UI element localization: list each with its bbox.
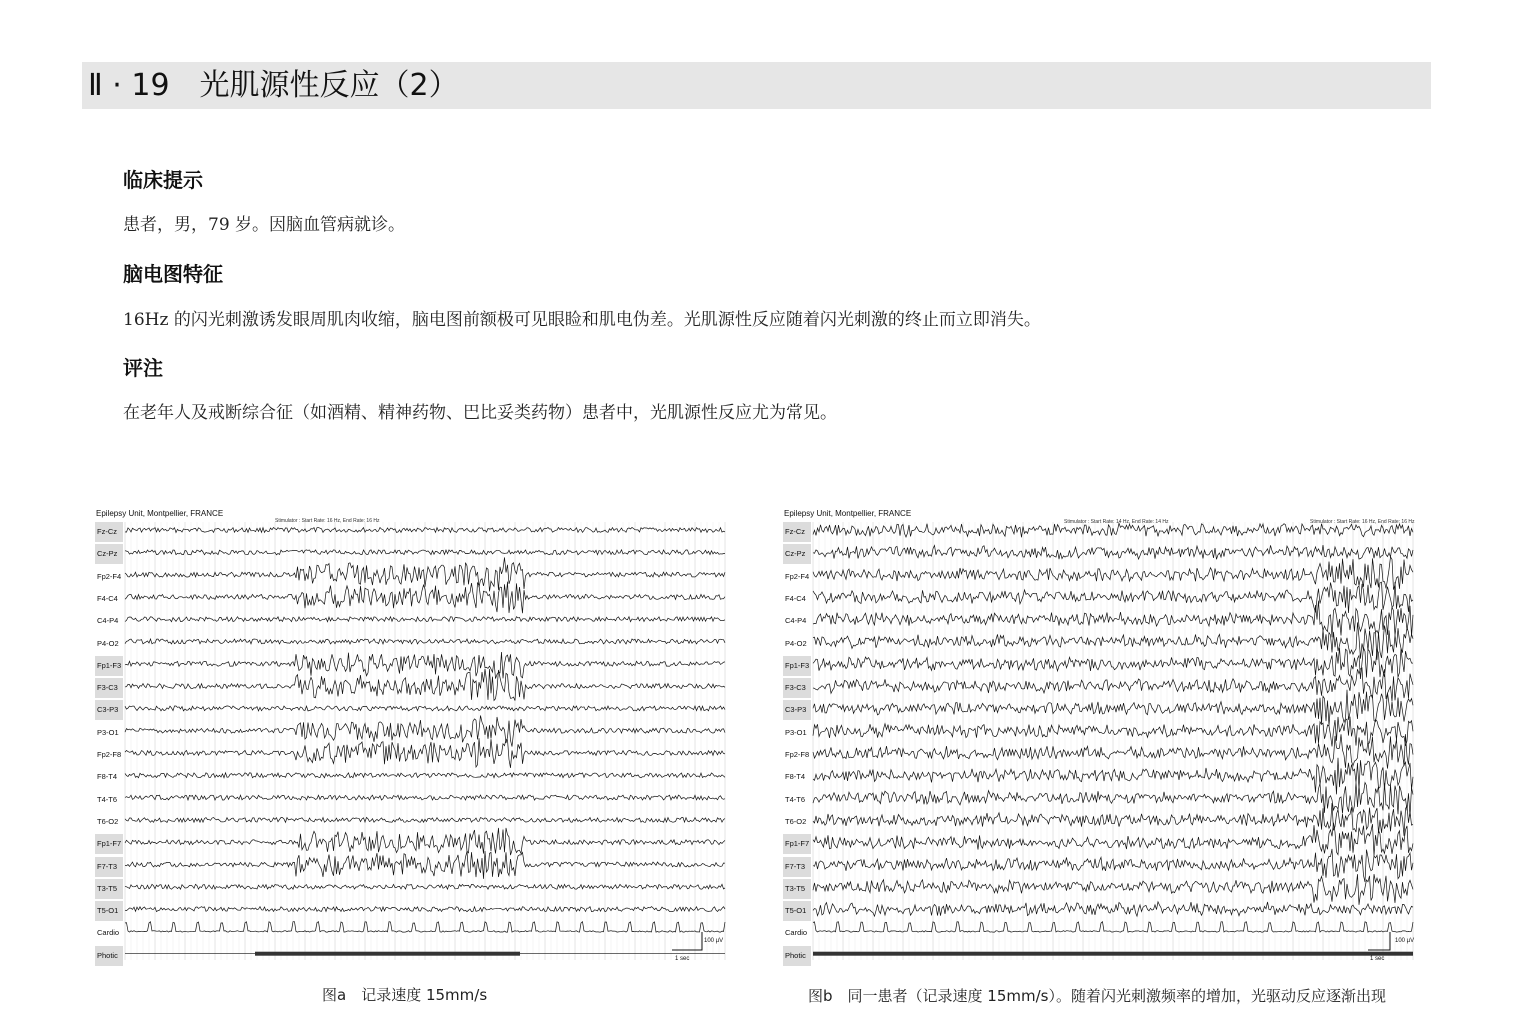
- figure-b-caption: 图b 同一患者（记录速度 15mm/s）。随着闪光刺激频率的增加，光驱动反应逐渐出现: [808, 987, 1386, 1005]
- channel-label: T3-T5: [95, 879, 123, 899]
- stimulator-text-b-2: Stimulator : Start Rate: 16 Hz, End Rate: 16 Hz: [1310, 519, 1415, 525]
- channel-label: Photic: [783, 946, 811, 966]
- channel-label: C3-P3: [95, 700, 123, 720]
- channel-label: Fp1-F7: [783, 834, 811, 854]
- channel-label: F4-C4: [97, 593, 118, 603]
- channel-label: F3-C3: [95, 678, 123, 698]
- channel-label: T6-O2: [97, 816, 119, 826]
- section-text-clinical: 患者，男，79 岁。因脑血管病就诊。: [123, 215, 406, 235]
- channel-label: T4-T6: [785, 794, 806, 804]
- section-heading-comment: 评注: [123, 356, 163, 380]
- channel-label: T3-T5: [783, 879, 811, 899]
- channel-label: P4-O2: [97, 638, 119, 648]
- section-text-eeg: 16Hz 的闪光刺激诱发眼周肌肉收缩，脑电图前额极可见眼睑和肌电伪差。光肌源性反应随着闪光刺激的终止而立即消失。: [123, 310, 1041, 330]
- stimulator-text-b-1: Stimulator : Start Rate: 14 Hz, End Rate: 14 Hz: [1064, 519, 1169, 525]
- figure-a-header: Epilepsy Unit, Montpellier, FRANCE: [96, 509, 224, 518]
- channel-labels-b: [783, 522, 811, 966]
- channel-label: Fp1-F3: [783, 656, 811, 676]
- section-text-comment: 在老年人及戒断综合征（如酒精、精神药物、巴比妥类药物）患者中，光肌源性反应尤为常见。: [123, 403, 837, 423]
- channel-label: P3-O1: [785, 727, 807, 737]
- scale-bar: [1368, 932, 1390, 950]
- channel-labels-a: [95, 522, 123, 966]
- channel-label: Cz-Pz: [783, 544, 811, 564]
- channel-label: F8-T4: [97, 772, 118, 782]
- scale-amplitude-a: 100 µV: [704, 938, 724, 944]
- section-heading-eeg: 脑电图特征: [123, 262, 223, 286]
- channel-label: Fp2-F4: [97, 571, 122, 581]
- figure-a-caption: 图a 记录速度 15mm/s: [322, 986, 488, 1004]
- channel-label: Cz-Pz: [95, 544, 123, 564]
- eeg-figure-b: [783, 508, 1415, 966]
- figure-b-header: Epilepsy Unit, Montpellier, FRANCE: [784, 509, 912, 518]
- channel-label: T4-T6: [97, 794, 118, 804]
- channel-label: T5-O1: [783, 901, 811, 921]
- channel-label: Cardio: [97, 928, 120, 938]
- channel-label: Fz-Cz: [95, 522, 123, 542]
- channel-label: T5-O1: [95, 901, 123, 921]
- channel-label: F4-C4: [785, 593, 806, 603]
- channel-label: Fp1-F3: [95, 656, 123, 676]
- scale-amplitude-b: 100 µV: [1395, 938, 1415, 944]
- eeg-figure-a: [95, 508, 727, 966]
- eeg-traces-b: [783, 508, 1415, 966]
- channel-label: T6-O2: [785, 816, 807, 826]
- photic-marker: [813, 952, 1413, 956]
- channel-label: F7-T3: [95, 857, 123, 877]
- channel-label: C4-P4: [97, 616, 119, 626]
- page-title: Ⅱ · 19 光肌源性反应（2）: [88, 68, 459, 103]
- channel-label: P3-O1: [97, 727, 119, 737]
- channel-label: C3-P3: [783, 700, 811, 720]
- channel-label: C4-P4: [785, 616, 807, 626]
- eeg-traces-a: [95, 508, 727, 966]
- channel-label: F8-T4: [785, 772, 806, 782]
- channel-label: Fp1-F7: [95, 834, 123, 854]
- stimulator-text-a: Stimulator : Start Rate: 16 Hz, End Rate: 16 Hz: [275, 518, 380, 524]
- channel-label: P4-O2: [785, 638, 807, 648]
- channel-label: F7-T3: [783, 857, 811, 877]
- channel-label: Fp2-F8: [785, 750, 810, 759]
- scale-time-b: 1 sec: [1370, 956, 1385, 962]
- channel-label: Fp2-F4: [785, 571, 810, 581]
- scale-time-a: 1 sec: [675, 956, 690, 962]
- channel-label: F3-C3: [783, 678, 811, 698]
- photic-marker: [255, 952, 520, 956]
- channel-label: Fp2-F8: [97, 750, 122, 759]
- scale-bar: [672, 932, 702, 950]
- channel-label: Cardio: [785, 928, 808, 938]
- section-heading-clinical: 临床提示: [123, 168, 203, 192]
- channel-label: Fz-Cz: [783, 522, 811, 542]
- channel-label: Photic: [95, 946, 123, 966]
